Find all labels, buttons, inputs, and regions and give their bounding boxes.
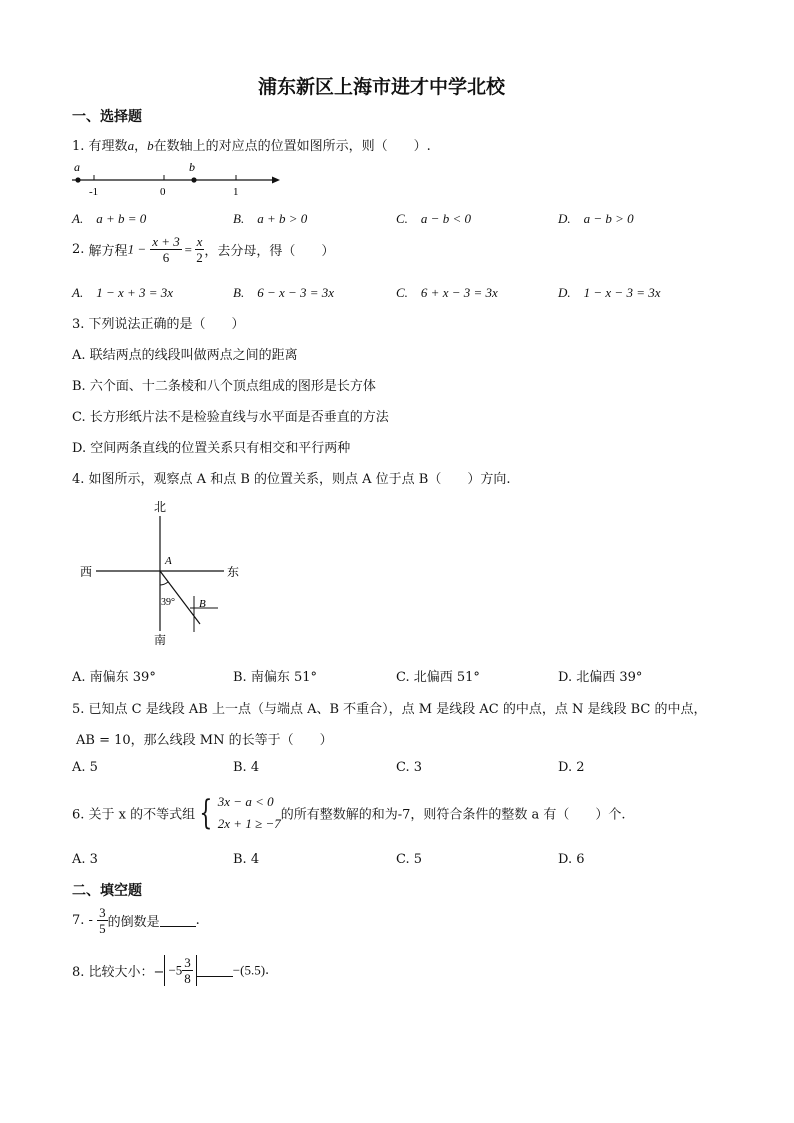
question-3-stem: 3. 下列说法正确的是（ ） — [72, 317, 245, 332]
fraction-3-over-8: $\frac{3}{8}$ — [184, 955, 191, 986]
q2-option-d[interactable]: D. 1 − x − 3 = 3x — [558, 285, 661, 300]
q5-option-a[interactable]: A. 5 — [72, 760, 98, 775]
question-2-stem: 2. 解方程1 − $\frac{x + 3}{6}$ = $\frac{x}{2}$ ，去分母，得（ ） — [72, 234, 335, 265]
tick-label-1: 1 — [233, 186, 239, 198]
q6-option-d[interactable]: D. 6 — [558, 852, 585, 867]
label-point-b: B — [199, 598, 206, 610]
answer-blank-8[interactable] — [197, 964, 233, 977]
q1-option-b[interactable]: B. a + b > 0 — [233, 211, 308, 226]
q6-option-c[interactable]: C. 5 — [396, 852, 423, 867]
q2-option-a[interactable]: A. 1 − x + 3 = 3x — [72, 285, 174, 300]
question-5-stem-line1: 5. 已知点 C 是线段 AB 上一点（与端点 A、B 不重合），点 M 是线段 AC 的中点，点 N 是线段 BC 的中点， — [72, 702, 707, 717]
q3-option-b[interactable]: B. 六个面、十二条棱和八个顶点组成的图形是长方体 — [72, 379, 376, 394]
question-8-stem: 8. 比较大小：− −5 $\frac{3}{8}$ −(5.5). — [72, 955, 270, 986]
fraction-3-over-5: $\frac{3}{5}$ — [99, 905, 106, 936]
q3-option-c[interactable]: C. 长方形纸片法不是检验直线与水平面是否垂直的方法 — [72, 410, 389, 425]
question-7-stem: 7. - $\frac{3}{5}$ 的倒数是 . — [72, 905, 200, 936]
q4-option-b[interactable]: B. 南偏东 51° — [233, 670, 317, 685]
section-heading-fill-in: 二、填空题 — [72, 883, 142, 899]
q1-option-a[interactable]: A. a + b = 0 — [72, 211, 147, 226]
q5-option-c[interactable]: C. 3 — [396, 760, 423, 775]
q4-option-a[interactable]: A. 南偏东 39° — [72, 670, 156, 685]
label-south: 南 — [154, 633, 167, 647]
question-4-stem: 4. 如图所示，观察点 A 和点 B 的位置关系，则点 A 位于点 B（ ）方向. — [72, 472, 511, 487]
system-brace: { — [199, 793, 213, 833]
section-heading-choice: 一、选择题 — [72, 109, 142, 125]
q4-option-d[interactable]: D. 北偏西 39° — [558, 670, 643, 685]
axis-label-b: b — [189, 160, 195, 174]
q4-option-c[interactable]: C. 北偏西 51° — [396, 670, 480, 685]
label-point-a: A — [165, 555, 172, 567]
q2-option-b[interactable]: B. 6 − x − 3 = 3x — [233, 285, 335, 300]
question-5-stem-line2: AB = 10，那么线段 MN 的长等于（ ） — [76, 733, 333, 748]
page-title: 浦东新区上海市进才中学北校 — [258, 76, 506, 98]
q2-option-c[interactable]: C. 6 + x − 3 = 3x — [396, 285, 498, 300]
tick-label-0: 0 — [160, 186, 166, 198]
q3-option-a[interactable]: A. 联结两点的线段叫做两点之间的距离 — [72, 348, 298, 363]
q6-option-a[interactable]: A. 3 — [72, 852, 98, 867]
axis-label-a: a — [74, 160, 80, 174]
number-line-figure — [68, 158, 288, 200]
label-west: 西 — [80, 565, 93, 579]
tick-label-minus-1: -1 — [89, 186, 99, 198]
answer-blank-7[interactable] — [160, 914, 196, 927]
q6-option-b[interactable]: B. 4 — [233, 852, 260, 867]
inequality-system: 3x − a < 0 2x + 1 ≥ −7 — [217, 794, 281, 831]
q1-option-d[interactable]: D. a − b > 0 — [558, 211, 634, 226]
fraction-x-plus-3-over-6: $\frac{x + 3}{6}$ — [152, 234, 180, 265]
label-east: 东 — [227, 565, 240, 579]
label-north: 北 — [154, 500, 167, 514]
q1-option-c[interactable]: C. a − b < 0 — [396, 211, 471, 226]
compass-direction-figure — [76, 498, 246, 648]
q3-option-d[interactable]: D. 空间两条直线的位置关系只有相交和平行两种 — [72, 441, 351, 456]
q5-option-b[interactable]: B. 4 — [233, 760, 260, 775]
question-6-stem: 6. 关于 x 的不等式组 { 3x − a < 0 2x + 1 ≥ −7 的所有整数解的和为-7，则符合条件的整数 a 有（ ）个. — [72, 793, 626, 833]
q5-option-d[interactable]: D. 2 — [558, 760, 585, 775]
fraction-x-over-2: $\frac{x}{2}$ — [196, 234, 203, 265]
absolute-value-bars: −5 $\frac{3}{8}$ — [164, 955, 196, 986]
label-angle: 39° — [161, 597, 175, 608]
question-1-stem: 1. 有理数a，b在数轴上的对应点的位置如图所示，则（ ）. — [72, 138, 431, 154]
